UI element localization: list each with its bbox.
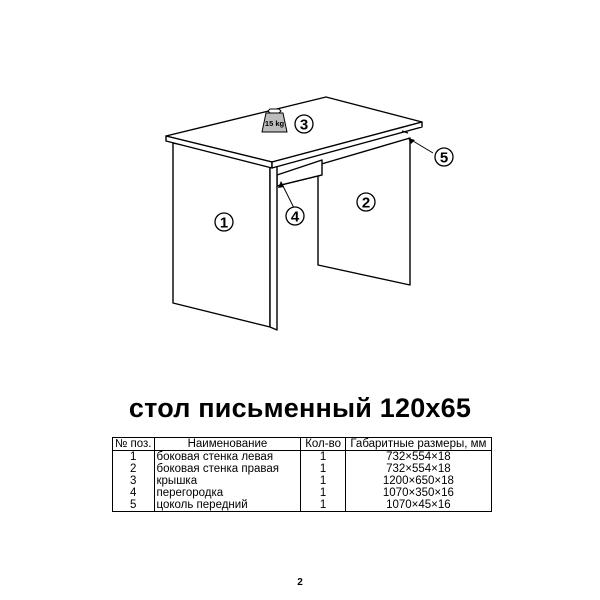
cell-quantity: 1 [301, 451, 345, 464]
table-row [113, 475, 492, 487]
table-row [113, 451, 492, 464]
cell-quantity: 1 [301, 475, 345, 487]
callout-5: 5 [439, 149, 449, 167]
header-name: Наименование [154, 438, 301, 451]
cell-name: боковая стенка левая [154, 451, 301, 464]
table-row [113, 463, 492, 475]
cell-dimensions: 1070×350×16 [345, 487, 491, 499]
cell-quantity: 1 [301, 499, 345, 512]
cell-dimensions: 1200×650×18 [345, 475, 491, 487]
table-header-row [113, 438, 492, 451]
cell-position: 4 [113, 487, 155, 499]
cell-position: 1 [113, 451, 155, 464]
callout-3: 3 [299, 116, 309, 134]
cell-quantity: 1 [301, 487, 345, 499]
document-title: стол письменный 120х65 [128, 393, 472, 423]
callout-2: 2 [361, 194, 371, 212]
header-position: № поз. [113, 438, 155, 451]
weight-label: 15 kg [264, 119, 285, 128]
right-side-wall [318, 138, 410, 285]
table-row [113, 499, 492, 512]
cell-name: перегородка [154, 487, 301, 499]
page-number: 2 [297, 577, 303, 588]
cell-name: крышка [154, 475, 301, 487]
left-side-wall [173, 143, 270, 327]
left-wall-edge [270, 164, 277, 330]
cell-position: 2 [113, 463, 155, 475]
table-row [113, 487, 492, 499]
cell-dimensions: 732×554×18 [345, 451, 491, 464]
cell-name: боковая стенка правая [154, 463, 301, 475]
header-dimensions: Габаритные размеры, мм [345, 438, 491, 451]
callout-1: 1 [219, 214, 229, 232]
callout-4: 4 [290, 208, 300, 226]
cell-dimensions: 732×554×18 [345, 463, 491, 475]
cell-name: цоколь передний [154, 499, 301, 512]
header-quantity: Кол-во [301, 438, 345, 451]
parts-table [112, 437, 492, 512]
cell-quantity: 1 [301, 463, 345, 475]
cell-position: 5 [113, 499, 155, 512]
cell-dimensions: 1070×45×16 [345, 499, 491, 512]
cell-position: 3 [113, 475, 155, 487]
